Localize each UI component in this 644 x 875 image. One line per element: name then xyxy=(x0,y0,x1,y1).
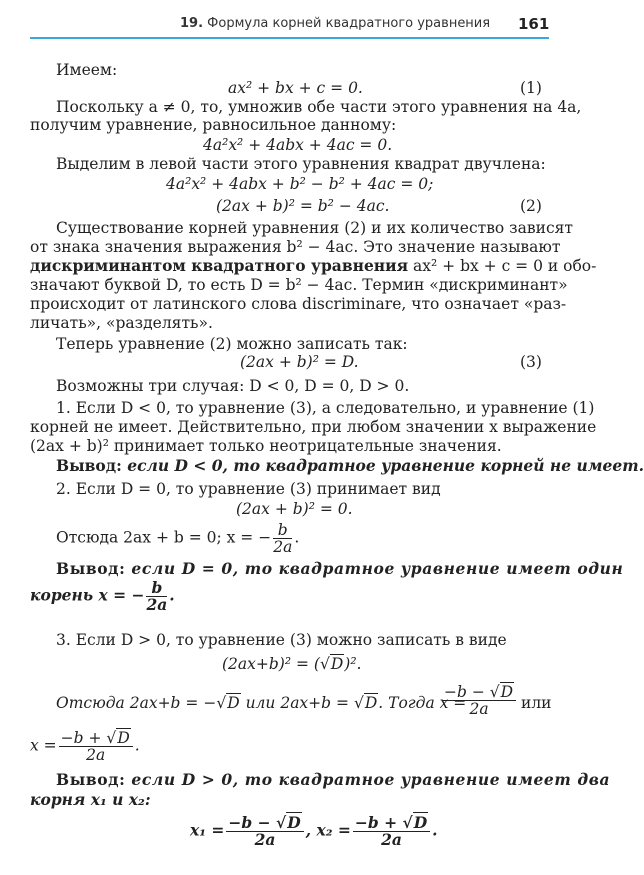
text-fragment: или 2ax+b = xyxy=(240,694,354,712)
root-x2-label: x₂ = xyxy=(316,820,351,840)
conclusion-3 xyxy=(56,771,610,789)
text-line: Выделим в левой части этого уравнения квадрат двучлена: xyxy=(56,155,546,173)
text-line: Существование корней уравнения (2) и их количество зависят xyxy=(56,219,573,237)
fraction-denominator: 2a xyxy=(86,746,106,764)
roots-formula: x₁ = $\frac{-b - √D}{2a}$ , x₂ = $\frac{-b + √D}{2a}$ . xyxy=(190,813,438,849)
text-line: Возможны три случая: D < 0, D = 0, D > 0. xyxy=(56,377,410,395)
text-line: (2ax + b)² принимает только неотрицательные значения. xyxy=(30,437,502,455)
text-line: 2. Если D = 0, то уравнение (3) принимает вид xyxy=(56,480,441,498)
fraction-numerator: −b + xyxy=(354,813,403,832)
fraction: $\frac{-b - √D}{2a}$ xyxy=(440,684,518,717)
equation-number: (1) xyxy=(520,79,542,97)
fraction-numerator: b xyxy=(273,522,292,539)
sqrt-radicand: D xyxy=(117,729,130,747)
text-fragment: . Тогда x = xyxy=(378,694,467,712)
text-line: 1. Если D < 0, то уравнение (3), а следовательно, и уравнение (1) xyxy=(56,399,595,417)
period: . xyxy=(134,736,140,755)
fraction-numerator: −b + xyxy=(60,729,107,747)
section-number: 19. xyxy=(180,16,204,31)
period: . xyxy=(294,528,300,547)
text-line: значают буквой D, то есть D = b² − 4ac. Термин «дискриминант» xyxy=(30,276,568,294)
equation: 4a²x² + 4abx + b² − b² + 4ac = 0; xyxy=(166,175,434,193)
page-number: 161 xyxy=(518,15,550,33)
fraction-denominator: 2a xyxy=(469,700,489,718)
root-x1-label: x₁ = xyxy=(190,820,225,840)
period: . xyxy=(169,585,175,605)
sqrt-radicand: D xyxy=(227,694,240,712)
text-line: Отсюда 2ax+b = −√D или 2ax+b = √D. Тогда x = xyxy=(56,694,467,712)
text-line: Имеем: xyxy=(56,61,118,79)
text-line: личать», «разделять». xyxy=(30,314,213,332)
equation-number: (3) xyxy=(520,353,542,371)
conclusion-2 xyxy=(56,560,623,578)
period: . xyxy=(432,820,438,840)
sqrt-radicand: D xyxy=(500,683,514,701)
text-fragment: или xyxy=(521,694,552,712)
conclusion-text: если D < 0, то квадратное уравнение корней не имеет. xyxy=(121,456,644,475)
fraction-numerator: −b − xyxy=(444,683,490,701)
header-rule xyxy=(30,37,549,39)
equation-number: (2) xyxy=(520,197,542,215)
text-line: Поскольку a ≠ 0, то, умножив обе части этого уравнения на 4a, xyxy=(56,98,582,116)
equation: 4a²x² + 4abx + 4ac = 0. xyxy=(203,136,393,154)
text-line: получим уравнение, равносильное данному: xyxy=(30,116,397,134)
fraction-numerator: b xyxy=(146,580,167,597)
fraction-denominator: 2a xyxy=(146,595,168,614)
fraction-numerator: −b − xyxy=(228,813,277,832)
equation: (2ax+b)² = (√D)². xyxy=(222,655,362,673)
conclusion-3-cont: корня x₁ и x₂: xyxy=(30,790,151,809)
conclusion-label: Вывод: xyxy=(56,456,122,475)
equation-3: (2ax + b)² = D. xyxy=(240,353,359,371)
sqrt-radicand: D xyxy=(364,694,378,712)
fraction-denominator: 2a xyxy=(381,830,402,849)
term-discriminant: дискриминантом квадратного уравнения xyxy=(30,256,409,275)
equation-1: ax² + bx + c = 0. xyxy=(228,79,363,97)
text-fragment: )². xyxy=(344,655,362,673)
fraction xyxy=(146,580,167,613)
conclusion-1 xyxy=(56,457,644,475)
conclusion-label: Вывод: xyxy=(56,770,126,789)
sqrt-radicand: D xyxy=(330,655,344,673)
comma: , xyxy=(305,820,312,840)
fraction xyxy=(273,522,292,555)
text-fragment: ax² + bx + c = 0 и обо- xyxy=(408,257,597,275)
text-fragment: Отсюда 2ax+b = − xyxy=(56,694,217,712)
text-fragment: (2ax+b)² = ( xyxy=(222,655,320,673)
text-fragment: корень x = − xyxy=(30,585,145,605)
text-line: корней не имеет. Действительно, при любом значении x выражение xyxy=(30,418,597,436)
equation: (2ax + b)² = 0. xyxy=(236,500,353,518)
text-line: от знака значения выражения b² − 4ac. Это значение называют xyxy=(30,238,561,256)
text-line xyxy=(56,522,299,555)
text-line: происходит от латинского слова discriminare, что означает «раз- xyxy=(30,295,567,313)
conclusion-label: Вывод: xyxy=(56,559,126,578)
fraction-denominator: 2a xyxy=(273,538,293,556)
root-formula: x = $\frac{-b + √D}{2a}$ . xyxy=(30,729,140,764)
running-header xyxy=(180,16,490,31)
text-line xyxy=(30,257,596,275)
conclusion-text: если D > 0, то квадратное уравнение имеет два xyxy=(125,770,611,789)
text-line: Теперь уравнение (2) можно записать так: xyxy=(56,335,408,353)
sqrt-radicand: D xyxy=(413,813,428,832)
text-fragment: Отсюда 2ax + b = 0; x = − xyxy=(56,528,272,547)
section-title: Формула корней квадратного уравнения xyxy=(207,16,491,31)
fraction-denominator: 2a xyxy=(254,830,276,849)
equation-2: (2ax + b)² = b² − 4ac. xyxy=(216,197,390,215)
conclusion-text: если D = 0, то квадратное уравнение имеет один xyxy=(125,559,624,578)
conclusion-2-cont xyxy=(30,580,175,613)
sqrt-radicand: D xyxy=(287,813,301,832)
text-line: 3. Если D > 0, то уравнение (3) можно записать в виде xyxy=(56,631,507,649)
